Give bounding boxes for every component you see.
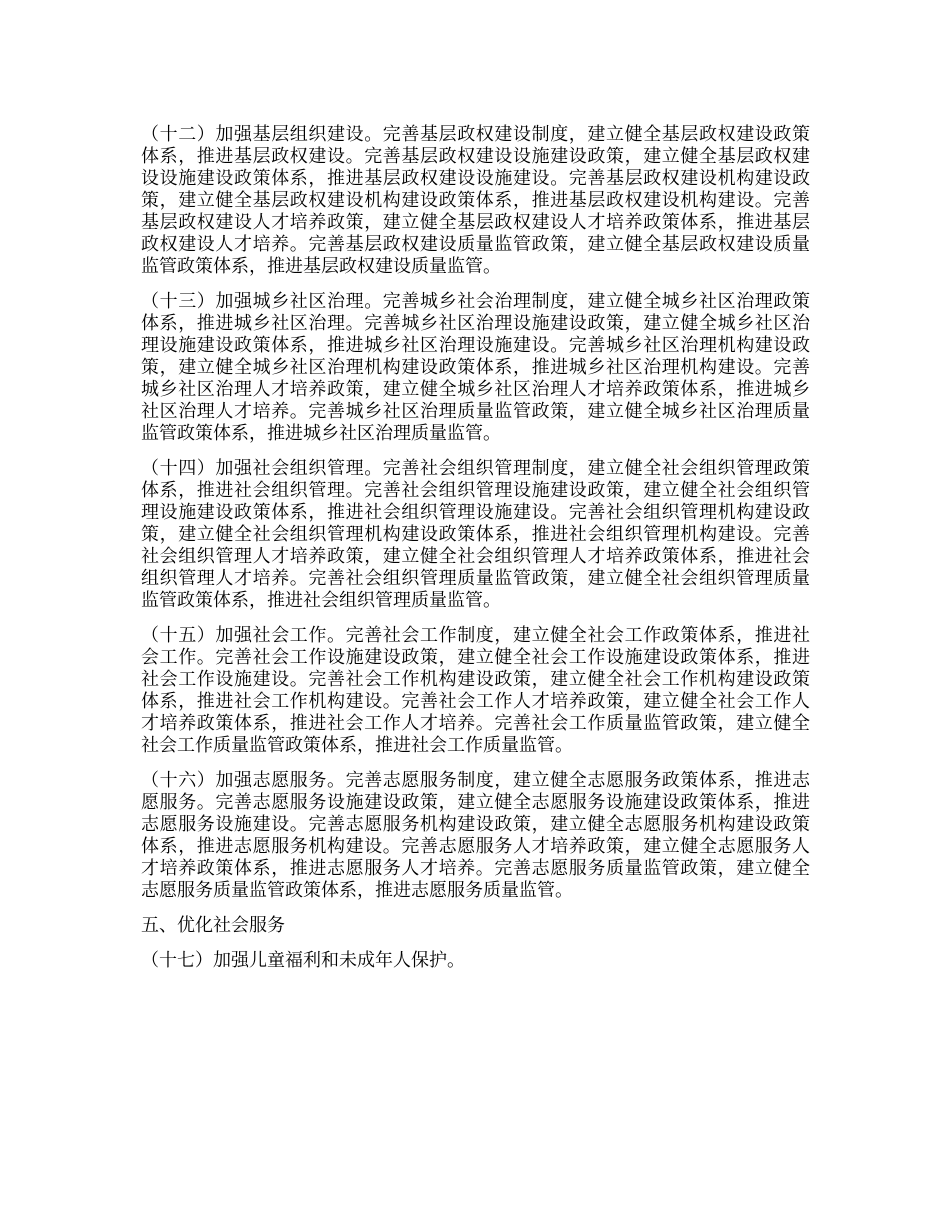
text-line: 体系，推进社会工作机构建设。完善社会工作人才培养政策，建立健全社会工作人	[141, 691, 810, 712]
text-line: 体系，推进社会组织管理。完善社会组织管理设施建设政策，建立健全社会组织管	[141, 480, 810, 501]
text-line: 社会工作质量监管政策体系，推进社会工作质量监管。	[141, 735, 573, 756]
text-line: 策，建立健全社会组织管理机构建设政策体系，推进社会组织管理机构建设。完善	[141, 524, 810, 545]
text-line: 体系，推进志愿服务机构建设。完善志愿服务人才培养政策，建立健全志愿服务人	[141, 836, 810, 857]
text-line: 社会组织管理人才培养政策，建立健全社会组织管理人才培养政策体系，推进社会	[141, 546, 810, 567]
paragraph-14	[141, 458, 810, 612]
text-line: （十五）加强社会工作。完善社会工作制度，建立健全社会工作政策体系，推进社	[141, 625, 810, 646]
document-page	[141, 124, 810, 985]
paragraph-12	[141, 124, 810, 278]
text-line: 愿服务。完善志愿服务设施建设政策，建立健全志愿服务设施建设政策体系，推进	[141, 792, 810, 813]
text-line: 社区治理人才培养。完善城乡社区治理质量监管政策，建立健全城乡社区治理质量	[141, 401, 810, 422]
text-line: 体系，推进城乡社区治理。完善城乡社区治理设施建设政策，建立健全城乡社区治	[141, 313, 810, 334]
text-line: 监管政策体系，推进城乡社区治理质量监管。	[141, 423, 501, 444]
text-line: 组织管理人才培养。完善社会组织管理质量监管政策，建立健全社会组织管理质量	[141, 568, 810, 589]
text-line: （十六）加强志愿服务。完善志愿服务制度，建立健全志愿服务政策体系，推进志	[141, 770, 810, 791]
section-heading-text: 五、优化社会服务	[141, 915, 285, 936]
text-line: （十三）加强城乡社区治理。完善城乡社会治理制度，建立健全城乡社区治理政策	[141, 291, 810, 312]
text-line: 设设施建设政策体系，推进基层政权建设设施建设。完善基层政权建设机构建设政	[141, 168, 810, 189]
text-line: 理设施建设政策体系，推进城乡社区治理设施建设。完善城乡社区治理机构建设政	[141, 335, 810, 356]
text-line: 体系，推进基层政权建设。完善基层政权建设设施建设政策，建立健全基层政权建	[141, 146, 810, 167]
section-heading	[141, 915, 810, 937]
text-line: 基层政权建设人才培养政策，建立健全基层政权建设人才培养政策体系，推进基层	[141, 212, 810, 233]
text-line: 监管政策体系，推进基层政权建设质量监管。	[141, 256, 501, 277]
text-line: 城乡社区治理人才培养政策，建立健全城乡社区治理人才培养政策体系，推进城乡	[141, 379, 810, 400]
text-line: 社会工作设施建设。完善社会工作机构建设政策，建立健全社会工作机构建设政策	[141, 669, 810, 690]
paragraph-16	[141, 770, 810, 902]
text-line: （十四）加强社会组织管理。完善社会组织管理制度，建立健全社会组织管理政策	[141, 458, 810, 479]
text-line: （十二）加强基层组织建设。完善基层政权建设制度，建立健全基层政权建设政策	[141, 124, 810, 145]
paragraph-17	[141, 950, 810, 972]
text-line: 才培养政策体系，推进志愿服务人才培养。完善志愿服务质量监管政策，建立健全	[141, 858, 810, 879]
text-line: 理设施建设政策体系，推进社会组织管理设施建设。完善社会组织管理机构建设政	[141, 502, 810, 523]
paragraph-13	[141, 291, 810, 445]
text-line: 志愿服务质量监管政策体系，推进志愿服务质量监管。	[141, 880, 573, 901]
text-line: 监管政策体系，推进社会组织管理质量监管。	[141, 590, 501, 611]
text-line: 才培养政策体系，推进社会工作人才培养。完善社会工作质量监管政策，建立健全	[141, 713, 810, 734]
text-line: 政权建设人才培养。完善基层政权建设质量监管政策，建立健全基层政权建设质量	[141, 234, 810, 255]
text-line: 策，建立健全基层政权建设机构建设政策体系，推进基层政权建设机构建设。完善	[141, 190, 810, 211]
text-line: 策，建立健全城乡社区治理机构建设政策体系，推进城乡社区治理机构建设。完善	[141, 357, 810, 378]
text-line: 会工作。完善社会工作设施建设政策，建立健全社会工作设施建设政策体系，推进	[141, 647, 810, 668]
paragraph-15	[141, 625, 810, 757]
text-line: （十七）加强儿童福利和未成年人保护。	[141, 950, 465, 971]
text-line: 志愿服务设施建设。完善志愿服务机构建设政策，建立健全志愿服务机构建设政策	[141, 814, 810, 835]
